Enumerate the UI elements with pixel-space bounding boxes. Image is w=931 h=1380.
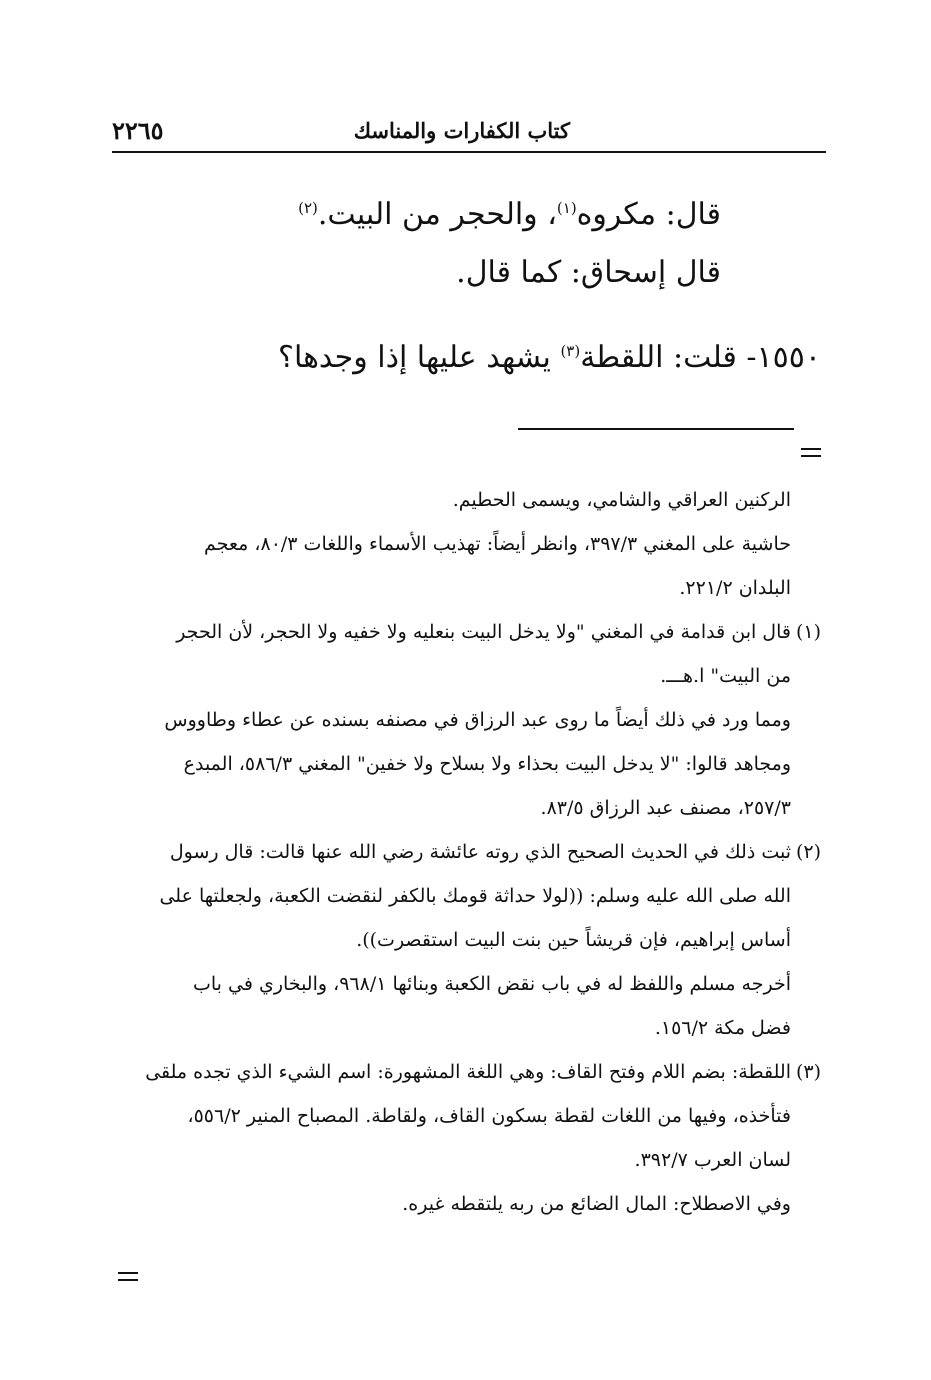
book-title: كتاب الكفارات والمناسك	[353, 118, 570, 143]
header-rule	[112, 151, 826, 153]
footnote-1-number: (١)	[795, 621, 821, 643]
continuation-mark-top	[801, 448, 821, 462]
question-1550: ١٥٥٠- قلت: اللقطة$^{(٣)}$ يشهد عليها إذا وجدها؟	[278, 340, 821, 375]
main-line-1: قال: مكروه$^{(١)}$، والحجر من البيت.$^{(٢)}$	[298, 197, 721, 232]
main-line-2: قال إسحاق: كما قال.	[456, 255, 721, 290]
footnote-2-line: أخرجه مسلم واللفظ له في باب نقض الكعبة وبنائها ٩٦٨/١، والبخاري في باب	[193, 973, 791, 995]
footnote-3-line: (٣)اللقطة: بضم اللام وفتح القاف: وهي اللغة المشهورة: اسم الشيء الذي تجده ملقى	[111, 1050, 821, 1094]
footnote-1-line: (١)قال ابن قدامة في المغني "ولا يدخل البيت بنعليه ولا خفيه ولا الحجر، لأن الحجر	[111, 610, 821, 654]
footnote-continued-line: الركنين العراقي والشامي، ويسمى الحطيم.	[452, 489, 791, 511]
footnote-2-line: فضل مكة ١٥٦/٢.	[654, 1017, 791, 1039]
footnote-ref-3: (٣)	[560, 342, 581, 360]
footnote-1-line: ومما ورد في ذلك أيضاً ما روى عبد الرزاق في مصنفه بسنده عن عطاء وطاووس	[164, 709, 791, 731]
page-number: ٢٢٦٥	[112, 116, 164, 145]
footnote-separator	[518, 428, 794, 430]
footnote-1-line: من البيت" ا.هـــ.	[660, 665, 791, 687]
footnotes	[111, 478, 821, 1226]
footnote-2-number: (٢)	[795, 841, 821, 863]
footnote-2-line: الله صلى الله عليه وسلم: ((لولا حداثة قومك بالكفر لنقضت الكعبة، ولجعلتها على	[159, 885, 791, 907]
footnote-3-line: فتأخذه، وفيها من اللغات لقطة بسكون القاف، ولقاطة. المصباح المنير ٥٥٦/٢،	[187, 1105, 791, 1127]
footnote-ref-1: (١)	[556, 199, 577, 217]
footnote-continued-line: البلدان ٢٢١/٢.	[679, 577, 791, 599]
footnote-ref-2: (٢)	[298, 199, 318, 217]
page-header	[112, 112, 826, 152]
footnote-2-line: (٢)ثبت ذلك في الحديث الصحيح الذي روته عائشة رضي الله عنها قالت: قال رسول	[111, 830, 821, 874]
footnote-continued-line: حاشية على المغني ٣٩٧/٣، وانظر أيضاً: تهذيب الأسماء واللغات ٨٠/٣، معجم	[204, 533, 791, 555]
footnote-3-line: وفي الاصطلاح: المال الضائع من ربه يلتقطه غيره.	[402, 1193, 791, 1215]
footnote-1-line: ومجاهد قالوا: "لا يدخل البيت بحذاء ولا بسلاح ولا خفين" المغني ٥٨٦/٣، المبدع	[183, 753, 791, 775]
footnote-1-line: ٢٥٧/٣، مصنف عبد الرزاق ٨٣/٥.	[540, 797, 791, 819]
continuation-mark-bottom	[118, 1272, 138, 1286]
footnote-3-line: لسان العرب ٣٩٢/٧.	[634, 1149, 791, 1171]
footnote-2-line: أساس إبراهيم، فإن قريشاً حين بنت البيت استقصرت)).	[356, 929, 791, 951]
main-text	[161, 186, 721, 302]
footnote-3-number: (٣)	[795, 1061, 821, 1083]
